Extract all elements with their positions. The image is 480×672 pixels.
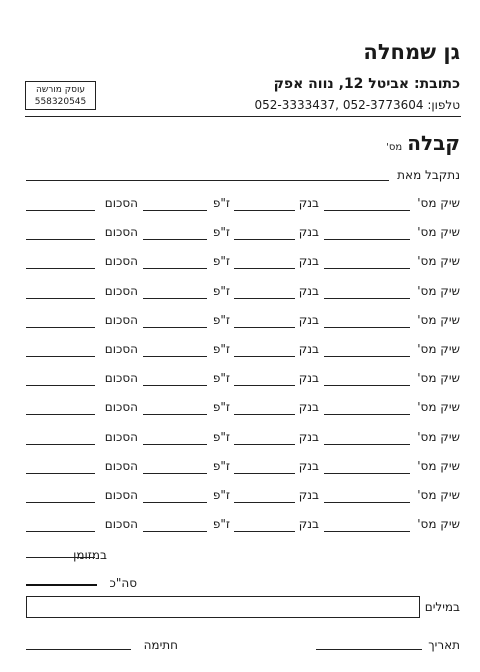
amount-label: הסכום (104, 254, 138, 269)
check-number-field[interactable] (324, 327, 410, 328)
bank-field[interactable] (234, 239, 295, 240)
amount-field[interactable] (26, 473, 95, 474)
branch-field[interactable] (143, 327, 207, 328)
check-number-label: שיק מס' (417, 371, 460, 386)
amount-label: הסכום (104, 196, 138, 210)
licensed-dealer-number: 558320545 (34, 97, 87, 107)
check-number-field[interactable] (324, 356, 410, 357)
check-row (0, 284, 480, 304)
amount-label: הסכום (104, 371, 138, 386)
bank-field[interactable] (234, 385, 295, 386)
branch-field[interactable] (143, 531, 207, 532)
amount-label: הסכום (104, 342, 138, 356)
receipt-number-label: מס' (386, 142, 403, 153)
check-number-label: שיק מס' (417, 312, 460, 327)
total-field[interactable] (26, 584, 97, 586)
received-from-field[interactable] (26, 180, 389, 181)
amount-field[interactable] (26, 385, 95, 386)
amount-label: הסכום (104, 517, 138, 532)
in-words-label: במילים (424, 600, 460, 614)
check-number-label: שיק מס' (417, 196, 460, 210)
check-row (0, 430, 480, 450)
check-row (0, 488, 480, 508)
branch-label: ז"פ (212, 196, 230, 210)
amount-field[interactable] (26, 327, 95, 328)
bank-label: בנק (298, 342, 319, 356)
date-field[interactable] (316, 649, 422, 650)
branch-label: ז"פ (212, 371, 230, 386)
amount-field[interactable] (26, 502, 95, 503)
bank-label: בנק (298, 488, 319, 502)
bank-field[interactable] (234, 444, 295, 445)
check-row (0, 371, 480, 391)
check-number-label: שיק מס' (417, 400, 460, 415)
bank-field[interactable] (234, 327, 295, 328)
bank-field[interactable] (234, 473, 295, 474)
check-row (0, 254, 480, 274)
amount-field[interactable] (26, 356, 95, 357)
branch-field[interactable] (143, 473, 207, 474)
check-row (0, 196, 480, 216)
amount-field[interactable] (26, 414, 95, 415)
check-number-label: שיק מס' (417, 342, 460, 356)
check-number-field[interactable] (324, 239, 410, 240)
in-words-field[interactable] (26, 596, 420, 618)
amount-field[interactable] (26, 268, 95, 269)
amount-field[interactable] (26, 210, 95, 211)
amount-label: הסכום (104, 458, 138, 473)
branch-field[interactable] (143, 298, 207, 299)
branch-label: ז"פ (212, 517, 230, 532)
amount-field[interactable] (26, 531, 95, 532)
bank-field[interactable] (234, 502, 295, 503)
branch-label: ז"פ (212, 342, 230, 356)
branch-label: ז"פ (212, 458, 230, 473)
branch-label: ז"פ (212, 400, 230, 415)
licensed-dealer-label: עוסק מורשה (35, 85, 86, 95)
phone-numbers: טלפון: 052-3773604 ,052-3333437 (254, 98, 460, 112)
branch-field[interactable] (143, 444, 207, 445)
amount-label: הסכום (104, 429, 138, 444)
address: כתובת: אביטל 12, נווה אפק (273, 76, 460, 92)
amount-field[interactable] (26, 444, 95, 445)
cash-field[interactable] (26, 557, 95, 558)
signature-label: חתימה (143, 638, 178, 652)
check-number-field[interactable] (324, 502, 410, 503)
bank-label: בנק (298, 225, 319, 240)
branch-field[interactable] (143, 356, 207, 357)
bank-field[interactable] (234, 298, 295, 299)
branch-field[interactable] (143, 502, 207, 503)
branch-label: ז"פ (212, 312, 230, 327)
bank-label: בנק (298, 429, 319, 444)
branch-field[interactable] (143, 385, 207, 386)
check-number-label: שיק מס' (417, 225, 460, 240)
kindergarten-name: גן שמחלה (363, 40, 460, 64)
receipt-title-text: קבלה (407, 131, 460, 155)
bank-label: בנק (298, 400, 319, 415)
date-label: תאריך (428, 638, 460, 652)
check-row (0, 400, 480, 420)
bank-label: בנק (298, 196, 319, 210)
bank-field[interactable] (234, 268, 295, 269)
check-number-field[interactable] (324, 414, 410, 415)
check-row (0, 225, 480, 245)
header-divider (25, 116, 461, 117)
check-number-label: שיק מס' (417, 488, 460, 502)
amount-field[interactable] (26, 298, 95, 299)
bank-label: בנק (298, 254, 319, 269)
amount-label: הסכום (104, 488, 138, 502)
check-row (0, 517, 480, 537)
receipt-title (386, 131, 460, 155)
branch-field[interactable] (143, 239, 207, 240)
check-number-field[interactable] (324, 385, 410, 386)
check-number-field[interactable] (324, 298, 410, 299)
check-number-field[interactable] (324, 444, 410, 445)
amount-label: הסכום (104, 225, 138, 240)
branch-label: ז"פ (212, 283, 230, 298)
check-number-label: שיק מס' (417, 283, 460, 298)
check-number-label: שיק מס' (417, 458, 460, 473)
licensed-dealer-box (25, 81, 96, 110)
bank-field[interactable] (234, 210, 295, 211)
signature-field[interactable] (26, 649, 131, 650)
check-number-label: שיק מס' (417, 517, 460, 532)
branch-label: ז"פ (212, 254, 230, 269)
branch-label: ז"פ (212, 225, 230, 240)
check-number-field[interactable] (324, 210, 410, 211)
amount-label: הסכום (104, 400, 138, 415)
bank-field[interactable] (234, 356, 295, 357)
received-from-label: נתקבל מאת (397, 168, 460, 182)
bank-field[interactable] (234, 414, 295, 415)
amount-label: הסכום (104, 312, 138, 327)
bank-label: בנק (298, 312, 319, 327)
total-label: סה"כ (109, 576, 137, 590)
branch-label: ז"פ (212, 488, 230, 502)
check-number-field[interactable] (324, 473, 410, 474)
cash-label: במזומן (73, 548, 107, 562)
bank-label: בנק (298, 283, 319, 298)
check-row (0, 313, 480, 333)
check-number-field[interactable] (324, 268, 410, 269)
bank-label: בנק (298, 371, 319, 386)
branch-field[interactable] (143, 210, 207, 211)
check-number-field[interactable] (324, 531, 410, 532)
bank-field[interactable] (234, 531, 295, 532)
check-number-label: שיק מס' (417, 429, 460, 444)
bank-label: בנק (298, 517, 319, 532)
amount-field[interactable] (26, 239, 95, 240)
amount-label: הסכום (104, 283, 138, 298)
bank-label: בנק (298, 458, 319, 473)
branch-field[interactable] (143, 414, 207, 415)
branch-field[interactable] (143, 268, 207, 269)
branch-label: ז"פ (212, 429, 230, 444)
check-row (0, 342, 480, 362)
check-row (0, 459, 480, 479)
check-number-label: שיק מס' (417, 254, 460, 269)
